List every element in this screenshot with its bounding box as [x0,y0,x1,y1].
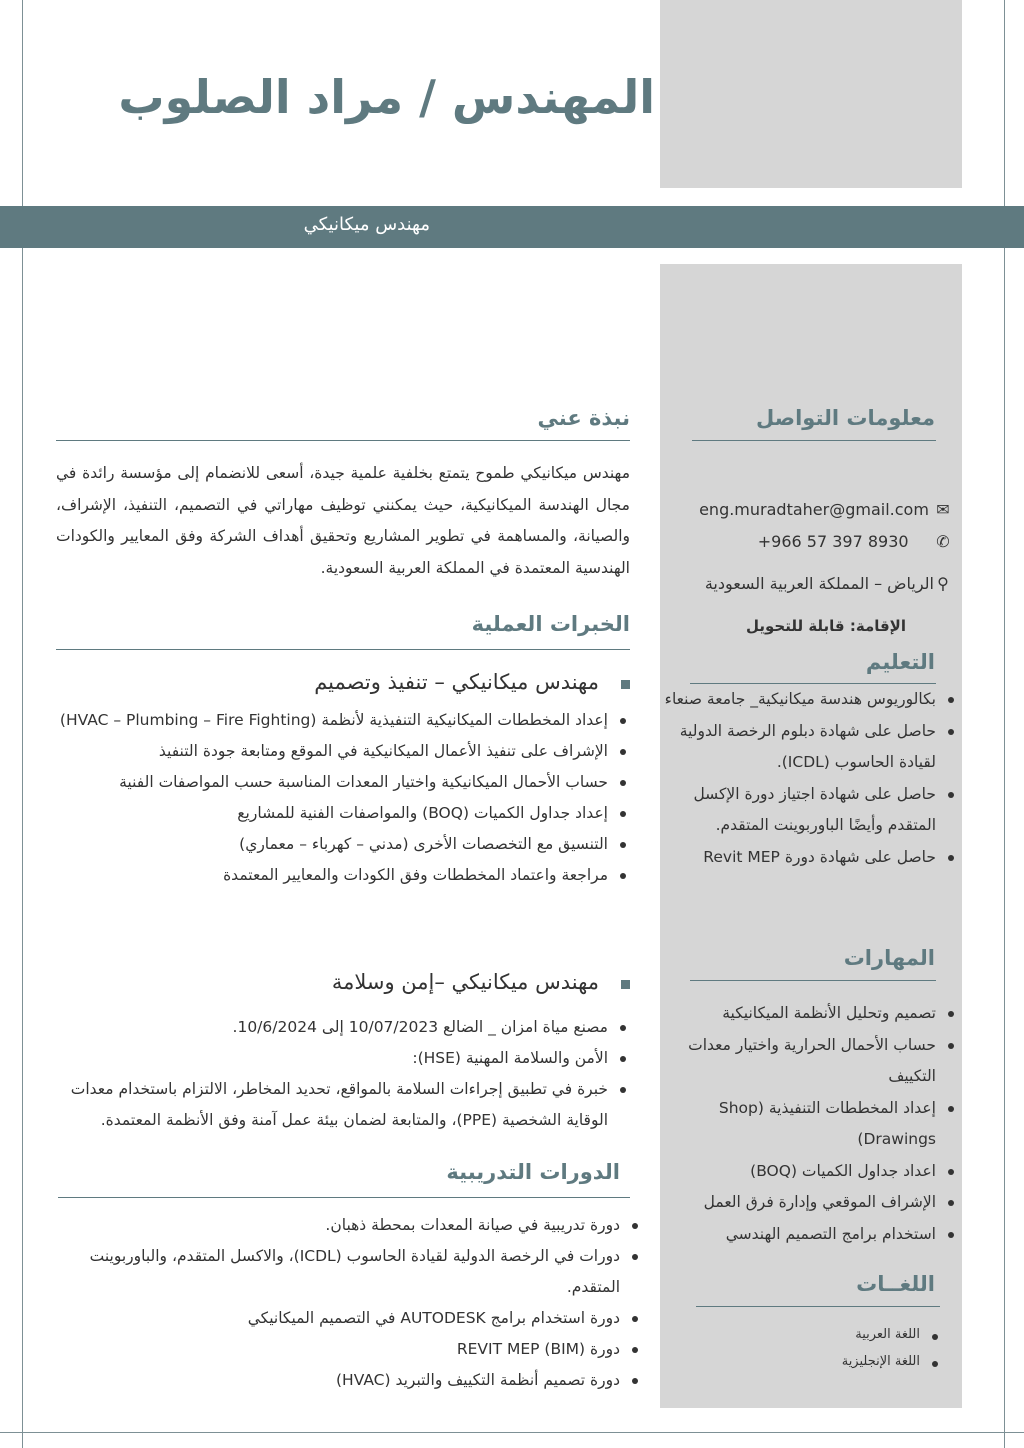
list-item: خبرة في تطبيق إجراءات السلامة بالمواقع، تحديد المخاطر، الالتزام باستخدام معدات الوقاية الشخصية (PPE)، والمتابعة لضمان بيئة عمل آمنة وفق الأنظمة المعتمدة. [42,1074,608,1136]
list-item: مراجعة واعتماد المخططات وفق الكودات والمعايير المعتمدة [42,860,608,891]
job-title-2 [150,970,630,994]
job-1-duties [42,705,630,891]
list-item: تصميم وتحليل الأنظمة الميكانيكية [656,998,936,1030]
experience-heading: الخبرات العملية [471,612,630,636]
divider [696,1306,940,1307]
list-item: حساب الأحمال الحرارية واختيار معدات التكييف [656,1030,936,1093]
candidate-name: المهندس / مراد الصلوب [118,70,655,124]
divider [58,1197,630,1198]
square-bullet-icon [621,980,630,989]
envelope-icon: ✉ [936,500,950,519]
divider [690,980,936,981]
list-item: اللغة الإنجليزية [760,1348,920,1375]
skills-heading: المهارات [843,946,935,970]
divider [56,440,630,441]
skills-list [656,998,958,1250]
phone-icon: ✆ [936,532,950,551]
list-item: بكالوريوس هندسة ميكانيكية_ جامعة صنعاء [664,684,936,716]
phone-number[interactable]: +966 57 397 8930 [757,532,909,551]
bottom-border [0,1432,1024,1433]
list-item: استخدام برامج التصميم الهندسي [656,1219,936,1251]
divider [692,440,936,441]
list-item: دورة REVIT MEP (BIM) [60,1334,620,1365]
list-item: حساب الأحمال الميكانيكية واختيار المعدات المناسبة حسب المواصفات الفنية [42,767,608,798]
list-item: إعداد المخططات التنفيذية (Shop Drawings) [656,1093,936,1156]
square-bullet-icon [621,680,630,689]
courses-heading: الدورات التدريبية [446,1160,620,1184]
list-item: التنسيق مع التخصصات الأخرى (مدني – كهرباء – معماري) [42,829,608,860]
divider [56,649,630,650]
education-heading: التعليم [865,650,935,674]
about-heading: نبذة عني [537,406,630,430]
job-title-text: مهندس ميكانيكي –إمن وسلامة [331,970,599,994]
list-item: إعداد جداول الكميات (BOQ) والمواصفات الفنية للمشاريع [42,798,608,829]
contact-heading: معلومات التواصل [756,406,935,430]
list-item: إعداد المخططات الميكانيكية التنفيذية لأنظمة (HVAC – Plumbing – Fire Fighting) [42,705,608,736]
job-2-duties [42,1012,630,1136]
about-text: مهندس ميكانيكي طموح يتمتع بخلفية علمية جيدة، أسعى للانضمام إلى مؤسسة رائدة في مجال الهندسة الميكانيكية، حيث يمكنني توظيف مهاراتي في التصميم، التنفيذ، الإشراف، والصيانة، والمساهمة في تطوير المشاريع وتحقيق أهداف الشركة وفق المعايير والكودات الهندسية المعتمدة في المملكة العربية السعودية. [56,464,630,577]
job-title-1 [150,670,630,694]
list-item: حاصل على شهادة اجتياز دورة الإكسل المتقدم وأيضًا الباوربوينت المتقدم. [664,779,936,842]
list-item: الأمن والسلامة المهنية (HSE): [42,1043,608,1074]
list-item: دورة تدريبية في صيانة المعدات بمحطة ذهبان. [60,1210,620,1241]
phone-row [664,532,952,551]
languages-heading: اللغــات [856,1272,935,1296]
list-item: حاصل على شهادة دورة Revit MEP [664,842,936,874]
list-item: مصنع مياة امزان _ الضالع 10/07/2023 إلى 10/6/2024. [42,1012,608,1043]
courses-list [60,1210,642,1396]
photo-placeholder [660,0,962,188]
list-item: اللغة العربية [760,1321,920,1348]
list-item: الإشراف الموقعي وإدارة فرق العمل [656,1187,936,1219]
list-item: الإشراف على تنفيذ الأعمال الميكانيكية في الموقع ومتابعة جودة التنفيذ [42,736,608,767]
residency: الإقامة: قابلة للتحويل [745,617,906,635]
list-item: دورة استخدام برامج AUTODESK في التصميم الميكانيكي [60,1303,620,1334]
list-item: دورة تصميم أنظمة التكييف والتبريد (HVAC) [60,1365,620,1396]
location-pin-icon: ⚲ [937,574,949,593]
title-band [0,206,1024,248]
job-title: مهندس ميكانيكي [303,214,430,235]
education-list [664,684,958,873]
languages-list [760,1321,942,1375]
list-item: دورات في الرخصة الدولية لقيادة الحاسوب (ICDL)، والاكسل المتقدم، والباوربوينت المتقدم. [60,1241,620,1303]
email-row [664,500,952,519]
email-address[interactable]: eng.muradtaher@gmail.com [699,500,929,519]
location-text: الرياض – المملكة العربية السعودية [704,574,934,593]
location-row [660,574,952,593]
list-item: حاصل على شهادة دبلوم الرخصة الدولية لقيادة الحاسوب (ICDL). [664,716,936,779]
list-item: اعداد جداول الكميات (BOQ) [656,1156,936,1188]
job-title-text: مهندس ميكانيكي – تنفيذ وتصميم [314,670,599,694]
